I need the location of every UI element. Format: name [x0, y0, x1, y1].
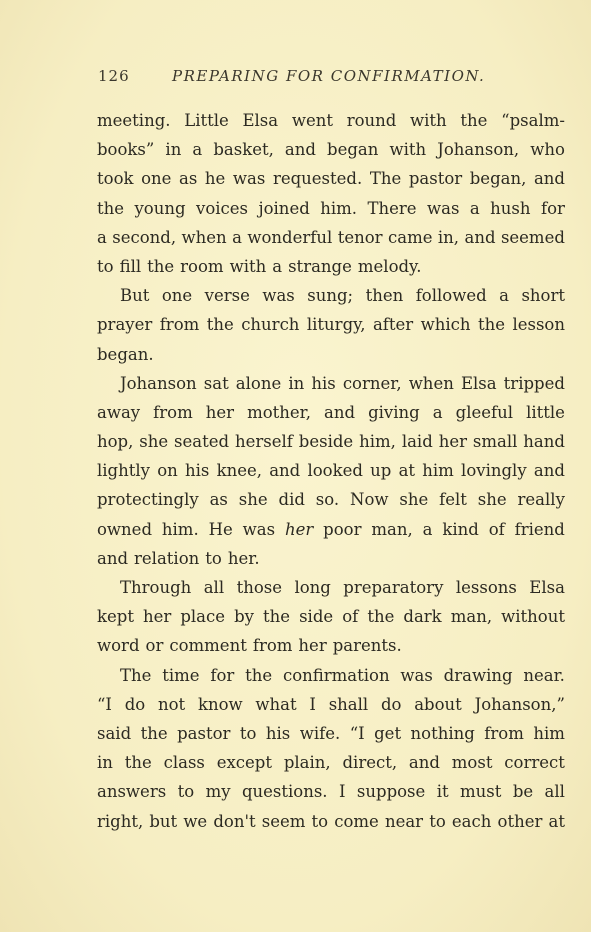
word: by [234, 607, 254, 627]
word: shall [328, 694, 369, 714]
word: time [162, 665, 200, 685]
word: for [210, 665, 235, 685]
word: He [208, 519, 233, 539]
word: without [501, 607, 565, 627]
word: at [548, 811, 565, 831]
word: near. [523, 665, 565, 685]
word: seem [261, 811, 306, 831]
word: we [183, 811, 208, 831]
word: began. [97, 344, 154, 364]
word: him, [359, 432, 396, 452]
word: or [145, 636, 164, 656]
word: each [451, 811, 492, 831]
text-line [97, 106, 565, 135]
word: come [334, 811, 379, 831]
word: the [460, 111, 488, 130]
word: his [184, 461, 210, 481]
word: to [429, 811, 446, 831]
word: and [269, 461, 301, 481]
word: felt [439, 490, 467, 510]
word: melody. [357, 256, 422, 276]
word: up [370, 461, 392, 481]
word: lightly [97, 461, 150, 481]
word: him [422, 461, 454, 481]
word: her [143, 607, 172, 627]
word: of [342, 607, 359, 627]
word: from [159, 315, 200, 335]
word: hush [490, 198, 531, 218]
word: away [97, 402, 141, 422]
word: at [398, 461, 416, 481]
word: Johanson,” [474, 694, 565, 714]
word: him. [320, 198, 358, 218]
word: suppose [356, 782, 426, 802]
word: class [163, 753, 205, 773]
word: not [157, 694, 186, 714]
word: when [181, 227, 227, 247]
word: from [484, 723, 524, 743]
word: knee, [216, 461, 262, 481]
word: really [517, 490, 565, 510]
text-line [97, 719, 565, 748]
word: Little [184, 111, 229, 130]
text-line [97, 310, 565, 339]
word: small [472, 432, 518, 452]
word: was [400, 665, 433, 685]
word: except [216, 753, 272, 773]
word: dark [403, 607, 442, 627]
word: voices [196, 198, 249, 218]
text-line [97, 807, 565, 836]
word: hop, [97, 432, 134, 452]
word: do [380, 694, 402, 714]
text-line [97, 661, 565, 690]
word: the [147, 256, 175, 276]
word: the [206, 315, 234, 335]
word: know [197, 694, 243, 714]
word: the [477, 315, 505, 335]
word: in [97, 753, 113, 773]
word: books” [97, 140, 155, 160]
word: a [499, 286, 509, 306]
word: prayer [97, 315, 153, 335]
word: went [291, 111, 333, 130]
word: when [408, 373, 454, 393]
word: comment [169, 636, 247, 656]
word: giving [368, 402, 420, 422]
word: preparatory [343, 578, 444, 597]
text-line [97, 164, 565, 193]
word: kind [442, 519, 479, 539]
text-line [97, 690, 565, 719]
word: her [438, 432, 467, 452]
word: plain, [283, 753, 331, 773]
word: was [426, 198, 460, 218]
word: The [369, 169, 402, 189]
word: and [533, 461, 565, 481]
page-number: 126 [98, 67, 130, 85]
word: confirmation [282, 665, 390, 685]
word: a [97, 227, 107, 247]
word: and [284, 140, 316, 160]
word: protectingly [97, 490, 199, 510]
word: meeting. [97, 111, 171, 130]
word: did [278, 490, 305, 510]
word: man, [371, 519, 413, 539]
word: to [97, 256, 114, 276]
word: with [389, 140, 427, 160]
word: a [422, 519, 433, 539]
word: her [298, 636, 327, 656]
word: who [530, 140, 565, 160]
text-line [97, 515, 565, 544]
word: after [372, 315, 414, 335]
word: her. [227, 548, 260, 568]
word: word [97, 636, 140, 656]
text-line [97, 135, 565, 164]
text-line [97, 398, 565, 427]
text-line [97, 369, 565, 398]
word: she [139, 432, 169, 452]
word: correct [504, 753, 565, 773]
text-line [97, 456, 565, 485]
running-head-title: PREPARING FOR CONFIRMATION. [172, 67, 486, 85]
word: which [420, 315, 471, 335]
word: the [124, 753, 152, 773]
word: to [205, 548, 222, 568]
word: herself [234, 432, 293, 452]
word: for [540, 198, 565, 218]
word: pastor [177, 723, 231, 743]
word: in, [437, 227, 460, 247]
word: took [97, 169, 134, 189]
text-line [97, 427, 565, 456]
text-line [97, 544, 565, 573]
word: side [299, 607, 334, 627]
word: lesson [512, 315, 565, 335]
running-head [98, 67, 498, 89]
word: looked [307, 461, 363, 481]
text-line [97, 252, 565, 281]
word: to [177, 782, 195, 802]
word: corner, [342, 373, 402, 393]
word: church [241, 315, 300, 335]
word: lovingly [461, 461, 527, 481]
word: young [134, 198, 186, 218]
word: drawing [443, 665, 513, 685]
word: must [460, 782, 502, 802]
word: “psalm- [501, 111, 565, 130]
word: There [367, 198, 417, 218]
word: said [97, 723, 132, 743]
word: a [192, 140, 203, 160]
word: man, [450, 607, 493, 627]
word: seated [174, 432, 230, 452]
word: but [149, 811, 178, 831]
word: “I [97, 694, 112, 714]
word: a [432, 402, 443, 422]
word: verse [204, 286, 250, 306]
word: I [338, 782, 346, 802]
word: in [288, 373, 305, 393]
text-line [97, 340, 565, 369]
word: tenor [337, 227, 383, 247]
word: do [124, 694, 146, 714]
word: parents. [332, 636, 402, 656]
word: her [205, 402, 235, 422]
word: on [157, 461, 178, 481]
word: owned [97, 519, 153, 539]
word: then [365, 286, 404, 306]
word: from [252, 636, 293, 656]
word: what [255, 694, 297, 714]
word: as [209, 490, 228, 510]
word: her [284, 519, 314, 539]
word: one [141, 169, 172, 189]
word: one [161, 286, 193, 306]
word: The [120, 665, 152, 685]
text-line [97, 573, 565, 602]
word: nothing [410, 723, 475, 743]
word: strange [288, 256, 352, 276]
text-line [97, 194, 565, 223]
word: him. [161, 519, 199, 539]
word: with [410, 111, 447, 130]
word: little [526, 402, 565, 422]
text-line [97, 281, 565, 310]
word: as [179, 169, 198, 189]
word: came [387, 227, 433, 247]
word: his [311, 373, 336, 393]
word: a [232, 227, 242, 247]
word: questions. [241, 782, 328, 802]
text-line [97, 631, 565, 660]
word: long [294, 578, 331, 597]
word: joined [258, 198, 310, 218]
word: followed [415, 286, 487, 306]
word: Now [350, 490, 389, 510]
word: beside [298, 432, 354, 452]
word: sung; [307, 286, 354, 306]
word: friend [514, 519, 565, 539]
word: direct, [342, 753, 398, 773]
word: the [245, 665, 273, 685]
word: room [180, 256, 224, 276]
word: near [384, 811, 424, 831]
word: it [436, 782, 449, 802]
word: other [497, 811, 543, 831]
word: “I [349, 723, 365, 743]
word: the [140, 723, 168, 743]
word: mother, [247, 402, 311, 422]
word: with [229, 256, 267, 276]
word: sat [203, 373, 229, 393]
word: Elsa [460, 373, 497, 393]
word: she [238, 490, 268, 510]
word: and [408, 753, 440, 773]
word: alone [235, 373, 282, 393]
word: place [180, 607, 226, 627]
word: his [265, 723, 291, 743]
word: the [97, 198, 125, 218]
text-line [97, 602, 565, 631]
word: gleeful [455, 402, 514, 422]
text-line [97, 748, 565, 777]
word: lessons [455, 578, 517, 597]
word: Johanson [120, 373, 197, 393]
word: wife. [299, 723, 341, 743]
word: relation [134, 548, 200, 568]
word: round [346, 111, 397, 130]
word: seemed [500, 227, 565, 247]
word: and [97, 548, 129, 568]
word: laid [401, 432, 433, 452]
word: be [512, 782, 534, 802]
word: answers [97, 782, 167, 802]
word: all [203, 578, 225, 597]
word: pastor [408, 169, 463, 189]
word: short [521, 286, 565, 306]
word: fill [119, 256, 142, 276]
word: began, [469, 169, 527, 189]
word: kept [97, 607, 134, 627]
word: tripped [503, 373, 565, 393]
word: was [242, 519, 276, 539]
word: of [488, 519, 505, 539]
word: hand [523, 432, 565, 452]
word: basket, [213, 140, 274, 160]
word: wonderful [247, 227, 333, 247]
word: and [533, 169, 565, 189]
word: the [263, 607, 291, 627]
word: right, [97, 811, 144, 831]
word: most [451, 753, 493, 773]
word: the [367, 607, 395, 627]
word: to [239, 723, 257, 743]
word: Johanson, [437, 140, 520, 160]
word: second, [112, 227, 177, 247]
word: a [469, 198, 480, 218]
word: those [236, 578, 282, 597]
text-line [97, 777, 565, 806]
word: from [153, 402, 193, 422]
word: Elsa [242, 111, 279, 130]
word: she [399, 490, 429, 510]
text-line [97, 485, 565, 514]
word: and [324, 402, 356, 422]
word: so. [315, 490, 340, 510]
word: all [544, 782, 565, 802]
word: my [205, 782, 231, 802]
word: Through [120, 578, 192, 597]
word: about [414, 694, 462, 714]
word: to [311, 811, 329, 831]
word: I [309, 694, 316, 714]
word: she [477, 490, 507, 510]
word: liturgy, [306, 315, 366, 335]
word: poor [323, 519, 362, 539]
word: get [374, 723, 402, 743]
word: Elsa [529, 578, 565, 597]
body-text [97, 106, 565, 836]
word: began [327, 140, 379, 160]
text-line [97, 223, 565, 252]
word: in [165, 140, 182, 160]
word: he [204, 169, 226, 189]
word: don't [213, 811, 256, 831]
word: But [120, 286, 150, 306]
word: was [262, 286, 295, 306]
word: was [232, 169, 266, 189]
word: him [533, 723, 565, 743]
word: a [272, 256, 283, 276]
word: requested. [272, 169, 363, 189]
word: and [464, 227, 496, 247]
